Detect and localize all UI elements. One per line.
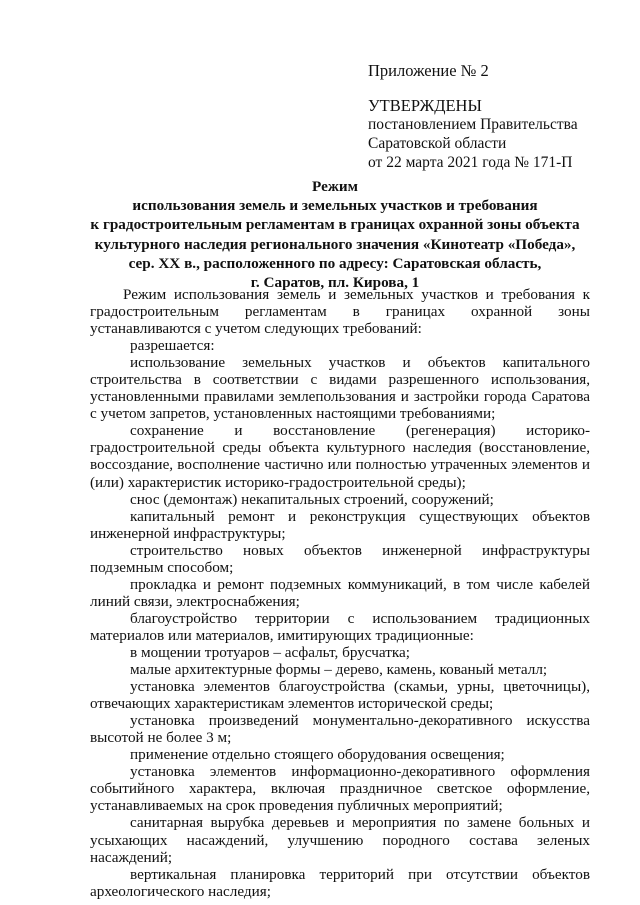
paragraph: прокладка и ремонт подземных коммуникаций, в том числе кабелей линий связи, электроснабжения; [90,575,590,610]
paragraph: разрешается: [130,337,215,355]
appendix-number: Приложение № 2 [368,61,489,80]
paragraph: установка элементов благоустройства (скамьи, урны, цветочницы), отвечающих характеристикам элементов исторической среды; [90,678,590,713]
paragraph: использование земельных участков и объектов капитального строительства в соответствии с видами разрешенного использования, установленными правилами землепользования и застройки города Саратова с учетом запретов, установленных настоящими требованиями; [90,354,590,423]
approved-date-line: от 22 марта 2021 года № 171-П [368,154,573,171]
heading-line: культурного наследия регионального значения «Кинотеатр «Победа», [94,235,576,253]
paragraph: капитальный ремонт и реконструкция существующих объектов инженерной инфраструктуры; [90,507,590,542]
approval-block [368,61,578,172]
paragraph: Режим использования земель и земельных участков и требования к градостроительным регламентам в границах охранной зоны устанавливаются с учетом следующих требований: [90,286,590,338]
paragraph: в мощении тротуаров – асфальт, брусчатка; [130,643,410,661]
paragraph: строительство новых объектов инженерной инфраструктуры подземным способом; [90,541,590,576]
heading-line: использования земель и земельных участков и требования [132,197,538,215]
document-heading [80,177,590,292]
paragraph: вертикальная планировка территорий при отсутствии объектов археологического наследия; [90,865,590,900]
approved-title: УТВЕРЖДЕНЫ [368,96,482,115]
approved-region-line: Саратовской области [368,135,507,152]
document-body [90,286,590,900]
heading-line: Режим [312,178,358,195]
paragraph: установка элементов информационно-декоративного оформления событийного характера, включая праздничное светское оформление, устанавливаемых на срок проведения публичных мероприятий; [90,763,590,815]
heading-line: г. Саратов, пл. Кирова, 1 [250,274,420,292]
heading-line: сер. XX в., расположенного по адресу: Саратовская область, [128,254,542,272]
paragraph: сохранение и восстановление (регенерация) историко-градостроительной среды объекта культурного наследия (восстановление, воссоздание, восполнение частично или полностью утраченных элементов и (или) характеристик историко-градостроительной среды); [90,422,590,491]
paragraph: применение отдельно стоящего оборудования освещения; [130,746,505,764]
paragraph: благоустройство территории с использованием традиционных материалов или материалов, имитирующих традиционные: [90,609,590,644]
heading-line: к градостроительным регламентам в границах охранной зоны объекта [90,216,580,234]
approved-by-line: постановлением Правительства [368,116,578,133]
paragraph: установка произведений монументально-декоративного искусства высотой не более 3 м; [90,712,590,747]
paragraph: малые архитектурные формы – дерево, камень, кованый металл; [130,661,548,679]
paragraph: санитарная вырубка деревьев и мероприятия по замене больных и усыхающих насаждений, улучшению породного состава зеленых насаждений; [90,814,590,866]
paragraph: снос (демонтаж) некапитальных строений, сооружений; [130,490,494,508]
